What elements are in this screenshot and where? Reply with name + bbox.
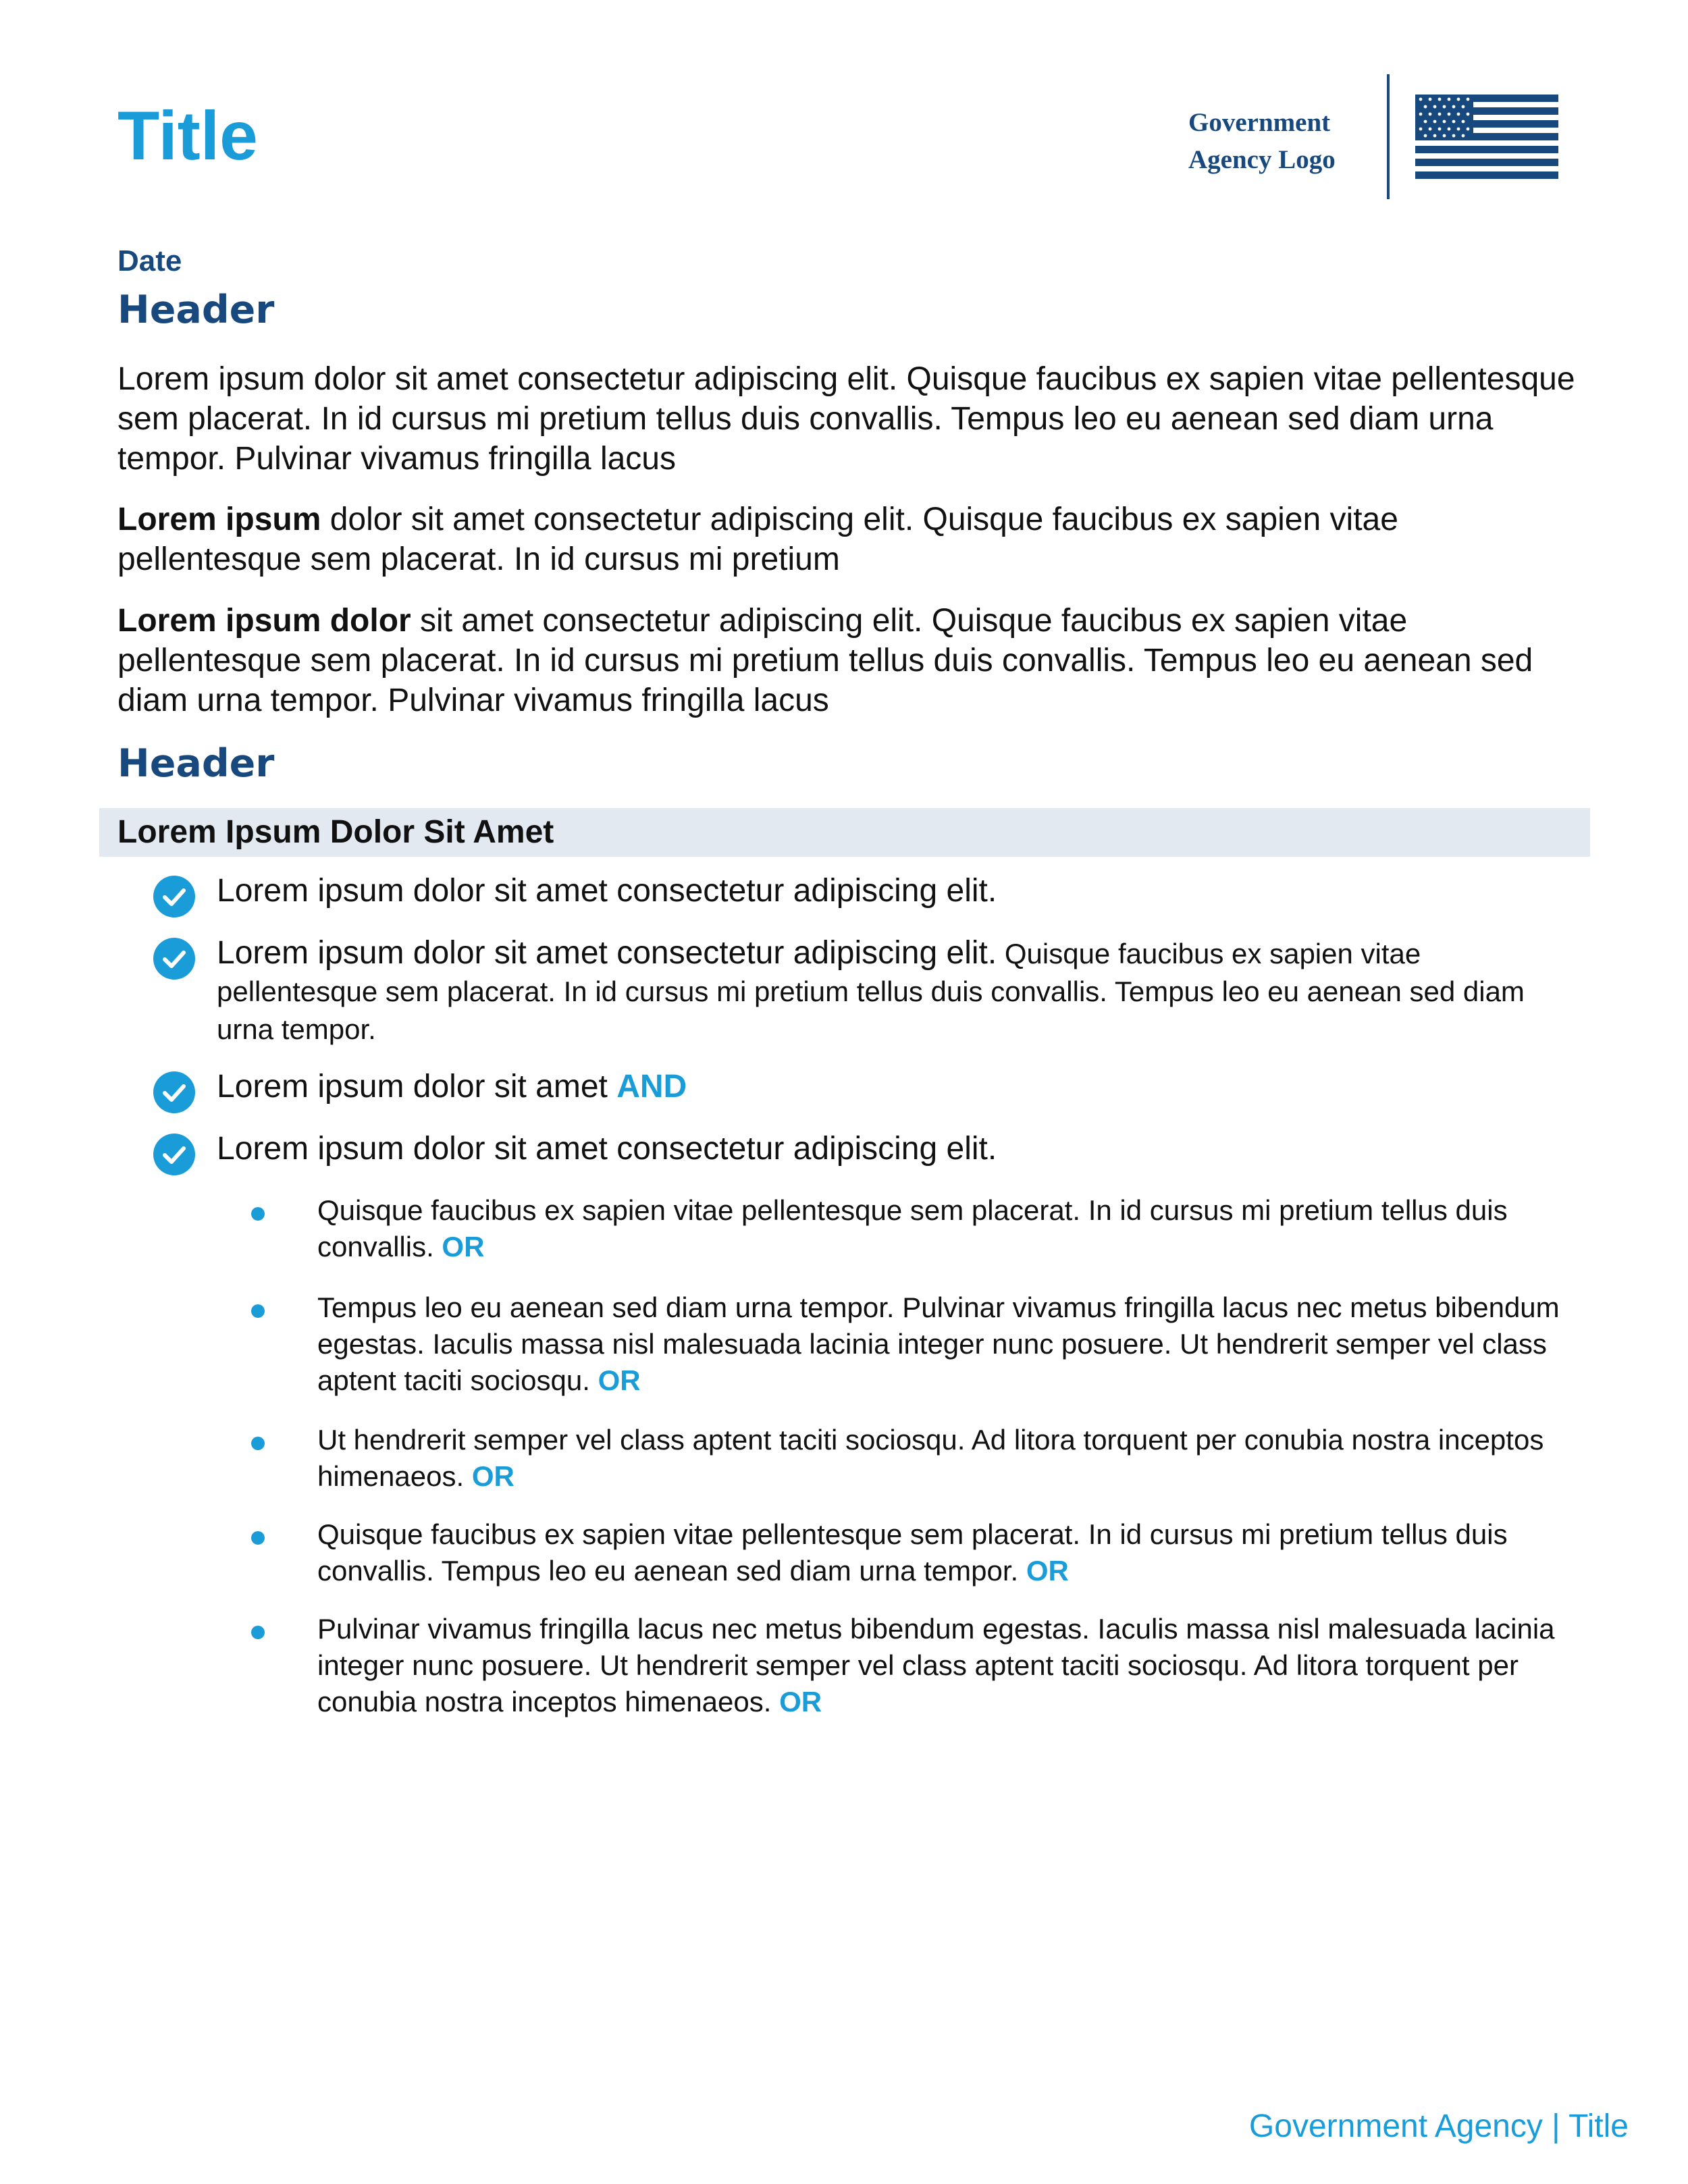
checklist-text: [217, 934, 1567, 1048]
bullet-body: Tempus leo eu aenean sed diam urna tempor. Pulvinar vivamus fringilla lacus nec metus bibendum egestas. Iaculis massa nisl malesuada lacinia integer nunc posuere. Ut hendrerit semper vel class aptent taciti sociosqu.: [317, 1291, 1560, 1396]
bullet-dot-icon: [251, 1207, 265, 1221]
bullet-text: [317, 1192, 1573, 1265]
bullet-dot-icon: [251, 1437, 265, 1450]
section-header: Header: [117, 288, 275, 332]
checklist-main-text: Lorem ipsum dolor sit amet: [217, 1069, 617, 1104]
bullet-text: [317, 1516, 1573, 1589]
bullet-body: Quisque faucibus ex sapien vitae pellentesque sem placerat. In id cursus mi pretium tellus duis convallis.: [317, 1194, 1508, 1262]
bullet-text: [317, 1289, 1573, 1399]
or-keyword: OR: [442, 1231, 485, 1262]
logo-line-2: Agency Logo: [1188, 145, 1336, 174]
section-header: Header: [117, 741, 275, 786]
paragraph: [117, 500, 1576, 579]
bullet-body: Quisque faucibus ex sapien vitae pellentesque sem placerat. In id cursus mi pretium tellus duis convallis. Tempus leo eu aenean sed diam urna tempor.: [317, 1518, 1508, 1587]
logo-line-1: Government: [1188, 108, 1331, 137]
and-keyword: AND: [616, 1069, 687, 1104]
subheader-text: Lorem Ipsum Dolor Sit Amet: [117, 814, 554, 850]
or-keyword: OR: [598, 1364, 641, 1396]
page-footer: Government Agency | Title: [1248, 2108, 1629, 2144]
paragraph-text: Lorem ipsum dolor sit amet consectetur adipiscing elit. Quisque faucibus ex sapien vitae pellentesque sem placerat. In id cursus mi pretium tellus duis convallis. Tempus leo eu aenean sed diam urna tempor. Pulvinar vivamus fringilla lacus: [117, 361, 1575, 477]
us-flag-icon: [1415, 95, 1558, 181]
checklist-main-text: Lorem ipsum dolor sit amet consectetur adipiscing elit.: [217, 1131, 997, 1167]
check-circle-icon: [153, 1071, 196, 1114]
bullet-dot-icon: [251, 1531, 265, 1545]
paragraph-bold-lead: Lorem ipsum dolor: [117, 603, 411, 639]
checklist-main-text: Lorem ipsum dolor sit amet consectetur adipiscing elit.: [217, 873, 997, 909]
paragraph: [117, 359, 1576, 479]
bullet-text: [317, 1611, 1573, 1720]
bullet-body: Pulvinar vivamus fringilla lacus nec metus bibendum egestas. Iaculis massa nisl malesuada lacinia integer nunc posuere. Ut hendrerit semper vel class aptent taciti sociosqu. Ad litora torquent per conubia nostra inceptos himenaeos.: [317, 1613, 1555, 1717]
bullet-dot-icon: [251, 1304, 265, 1318]
paragraph-text: dolor sit amet consectetur adipiscing elit. Quisque faucibus ex sapien vitae pellentesque sem placerat. In id cursus mi pretium: [117, 502, 1398, 577]
check-circle-icon: [153, 875, 196, 918]
checklist-sub-text: Quisque faucibus ex sapien vitae pellentesque sem placerat. In id cursus mi pretium tellus duis convallis. Tempus leo eu aenean sed diam urna tempor.: [217, 938, 1525, 1045]
or-keyword: OR: [779, 1686, 822, 1717]
paragraph-text: sit amet consectetur adipiscing elit. Quisque faucibus ex sapien vitae pellentesque sem placerat. In id cursus mi pretium tellus duis convallis. Tempus leo eu aenean sed diam urna tempor. Pulvinar vivamus fringilla lacus: [117, 603, 1533, 718]
bullet-text: [317, 1422, 1573, 1495]
paragraph-bold-lead: Lorem ipsum: [117, 502, 321, 537]
agency-logo: [1188, 74, 1566, 199]
bullet-body: Ut hendrerit semper vel class aptent taciti sociosqu. Ad litora torquent per conubia nostra inceptos himenaeos.: [317, 1424, 1544, 1492]
bullet-dot-icon: [251, 1626, 265, 1639]
check-circle-icon: [153, 937, 196, 980]
or-keyword: OR: [1026, 1555, 1069, 1587]
paragraph: [117, 601, 1576, 720]
or-keyword: OR: [471, 1460, 515, 1492]
checklist-main-text: Lorem ipsum dolor sit amet consectetur adipiscing elit.: [217, 935, 997, 971]
check-circle-icon: [153, 1133, 196, 1176]
checklist-text: [217, 1068, 1567, 1106]
checklist-text: [217, 1130, 1567, 1168]
logo-divider: [1387, 74, 1390, 199]
logo-text: [1188, 104, 1391, 178]
document-date: Date: [117, 244, 182, 277]
document-title: Title: [117, 97, 258, 174]
checklist-text: [217, 872, 1567, 910]
subheader-bar: [99, 808, 1590, 857]
